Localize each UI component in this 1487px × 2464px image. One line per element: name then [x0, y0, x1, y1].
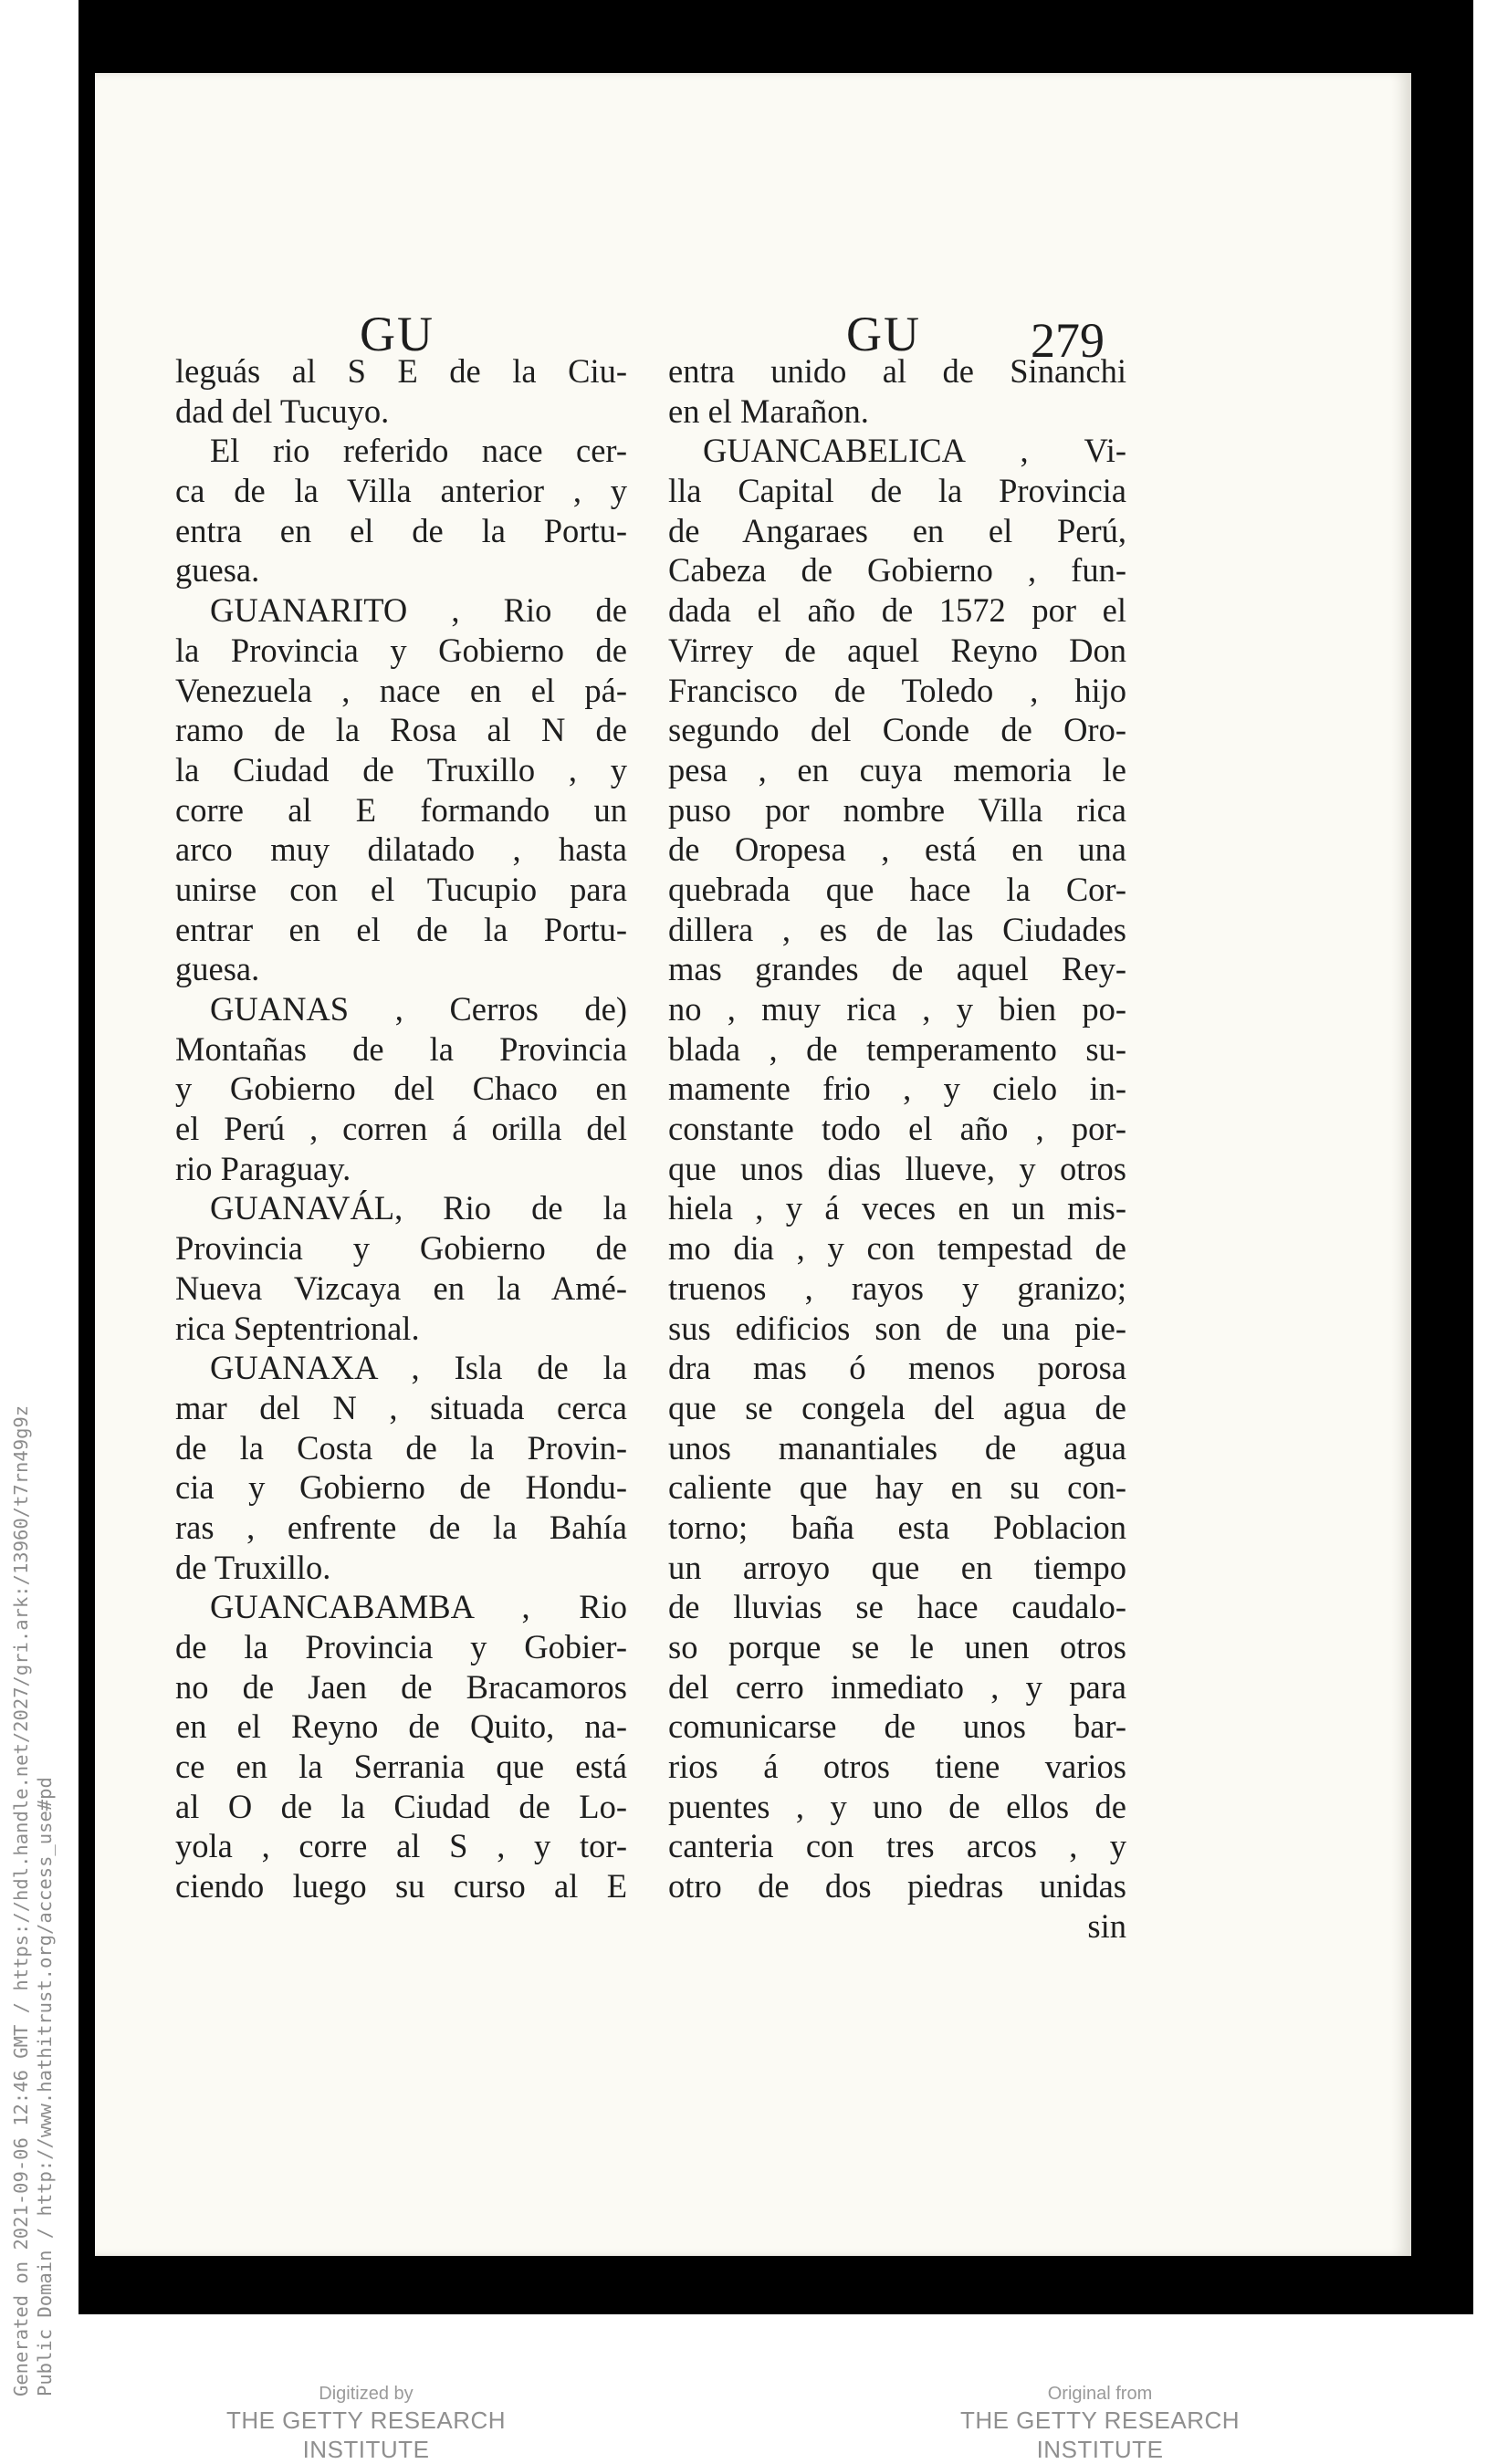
- text-line: guesa.: [175, 950, 260, 988]
- text-line: y Gobierno del Chaco en: [175, 1070, 627, 1108]
- text-line: la Provincia y Gobierno de: [175, 631, 627, 669]
- text-line: El rio referido nace cer-: [210, 432, 627, 470]
- text-line: mas grandes de aquel Rey-: [668, 950, 1126, 988]
- text-line: torno; baña esta Poblacion: [668, 1508, 1126, 1546]
- text-line: GUANCABELICA , Vi-: [703, 432, 1126, 470]
- text-line: de Oropesa , está en una: [668, 830, 1126, 869]
- text-line: blada , de temperamento su-: [668, 1029, 1126, 1068]
- text-line: ce en la Serrania que está: [175, 1748, 627, 1786]
- text-line: quebrada que hace la Cor-: [668, 870, 1126, 908]
- text-line: puentes , y uno de ellos de: [668, 1787, 1126, 1825]
- scanned-page-frame: [79, 0, 1473, 2314]
- text-line: lla Capital de la Provincia: [668, 472, 1126, 510]
- text-line: ca de la Villa anterior , y: [175, 472, 627, 510]
- text-line: caliente que hay en su con-: [668, 1468, 1126, 1507]
- text-line: leguás al S E de la Ciu-: [175, 352, 627, 390]
- text-line: GUANAS , Cerros de): [210, 990, 627, 1028]
- text-line: truenos , rayos y granizo;: [668, 1269, 1126, 1307]
- text-line: del cerro inmediato , y para: [668, 1667, 1126, 1706]
- text-line: no , muy rica , y bien po-: [668, 990, 1126, 1028]
- footer-digitized-label: Digitized by: [319, 2384, 414, 2404]
- text-line: Virrey de aquel Reyno Don: [668, 631, 1126, 669]
- text-line: GUANAVÁL, Rio de la: [210, 1189, 627, 1227]
- text-line: rios á otros tiene varios: [668, 1748, 1126, 1786]
- footer-digitized-by: [170, 2382, 562, 2464]
- right-text-column: [668, 351, 1126, 1947]
- footer-original-label: Original from: [1047, 2384, 1153, 2404]
- text-line: mamente frio , y cielo in-: [668, 1070, 1126, 1108]
- text-line: de la Provincia y Gobier-: [175, 1628, 627, 1665]
- text-line: de lluvias se hace caudalo-: [668, 1588, 1126, 1626]
- text-line: puso por nombre Villa rica: [668, 790, 1126, 829]
- text-line: ciendo luego su curso al E: [175, 1867, 627, 1905]
- footer-original-from: [904, 2382, 1296, 2464]
- page-number: 279: [1031, 313, 1105, 368]
- text-line: mar del N , situada cerca: [175, 1388, 627, 1426]
- text-line: so porque se le unen otros: [668, 1628, 1126, 1665]
- text-line: de Truxillo.: [175, 1548, 331, 1586]
- text-line: dillera , es de las Ciudades: [668, 910, 1126, 948]
- text-line: dra mas ó menos porosa: [668, 1349, 1126, 1387]
- text-line: guesa.: [175, 551, 260, 590]
- text-line: corre al E formando un: [175, 790, 627, 829]
- text-line: constante todo el año , por-: [668, 1110, 1126, 1148]
- text-line: ramo de la Rosa al N de: [175, 711, 627, 749]
- text-line: pesa , en cuya memoria le: [668, 750, 1126, 788]
- text-line: Venezuela , nace en el pá-: [175, 671, 627, 709]
- text-line: mo dia , y con tempestad de: [668, 1229, 1126, 1268]
- running-head-right: GU: [846, 307, 921, 361]
- text-line: entra unido al de Sinanchi: [668, 352, 1126, 390]
- text-line: GUANARITO , Rio de: [210, 591, 627, 630]
- text-line: yola , corre al S , y tor-: [175, 1827, 627, 1865]
- text-line: que se congela del agua de: [668, 1388, 1126, 1426]
- text-line: el Perú , corren á orilla del: [175, 1110, 627, 1148]
- text-line: arco muy dilatado , hasta: [175, 830, 627, 869]
- text-line: rio Paraguay.: [175, 1149, 351, 1187]
- footer-original-institution: THE GETTY RESEARCH INSTITUTE: [959, 2407, 1241, 2463]
- text-line: Cabeza de Gobierno , fun-: [668, 551, 1126, 590]
- text-line: en el Marañon.: [668, 392, 869, 430]
- text-line: otro de dos piedras unidas: [668, 1867, 1126, 1905]
- left-text-column: [175, 351, 627, 1906]
- text-line: Nueva Vizcaya en la Amé-: [175, 1269, 627, 1307]
- watermark-line-rights: Public Domain / http://www.hathitrust.org/access_use#pd: [34, 1777, 56, 2396]
- text-line: canteria con tres arcos , y: [668, 1827, 1126, 1865]
- book-page: [95, 73, 1411, 2256]
- text-line: al O de la Ciudad de Lo-: [175, 1787, 627, 1825]
- text-line: de Angaraes en el Perú,: [668, 511, 1126, 549]
- watermark-line-generated: Generated on 2021-09-06 12:46 GMT / https://hdl.handle.net/2027/gri.ark:/13960/t7rn49g9z: [10, 1404, 32, 2396]
- text-line: de la Costa de la Provin-: [175, 1428, 627, 1467]
- text-line: dad del Tucuyo.: [175, 392, 390, 430]
- text-line: entrar en el de la Portu-: [175, 910, 627, 948]
- text-line: unirse con el Tucupio para: [175, 870, 627, 908]
- text-line: un arroyo que en tiempo: [668, 1548, 1126, 1586]
- text-line: en el Reyno de Quito, na-: [175, 1707, 627, 1746]
- text-line: la Ciudad de Truxillo , y: [175, 750, 627, 788]
- text-line: rica Septentrional.: [175, 1309, 420, 1347]
- text-line: hiela , y á veces en un mis-: [668, 1189, 1126, 1227]
- hathitrust-watermark: [0, 0, 56, 2446]
- text-line: Provincia y Gobierno de: [175, 1229, 627, 1268]
- text-line: unos manantiales de agua: [668, 1428, 1126, 1467]
- text-line: GUANAXA , Isla de la: [210, 1349, 627, 1387]
- text-line: Francisco de Toledo , hijo: [668, 671, 1126, 709]
- text-line: que unos dias llueve, y otros: [668, 1149, 1126, 1187]
- text-line: no de Jaen de Bracamoros: [175, 1667, 627, 1706]
- text-line: GUANCABAMBA , Rio: [210, 1588, 627, 1626]
- running-head-left: GU: [360, 307, 435, 361]
- text-line: dada el año de 1572 por el: [668, 591, 1126, 630]
- footer-digitized-institution: THE GETTY RESEARCH INSTITUTE: [225, 2407, 507, 2463]
- text-line: cia y Gobierno de Hondu-: [175, 1468, 627, 1507]
- text-line: sus edificios son de una pie-: [668, 1309, 1126, 1347]
- text-line: ras , enfrente de la Bahía: [175, 1508, 627, 1546]
- text-line: segundo del Conde de Oro-: [668, 711, 1126, 749]
- text-line: entra en el de la Portu-: [175, 511, 627, 549]
- catchword: sin: [1087, 1906, 1126, 1945]
- text-line: comunicarse de unos bar-: [668, 1707, 1126, 1746]
- text-line: Montañas de la Provincia: [175, 1029, 627, 1068]
